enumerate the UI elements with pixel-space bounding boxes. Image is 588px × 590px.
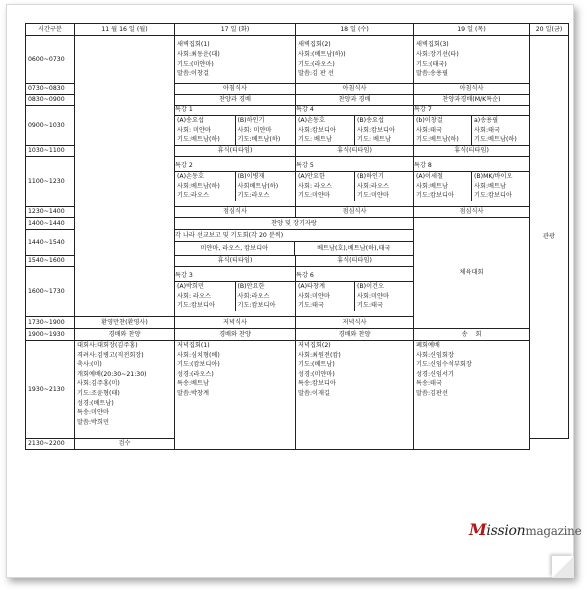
text: 사회:라오스 — [237, 292, 270, 300]
mission-group-2: 베트남(호),베트남(하),태국 — [294, 242, 413, 255]
praise-d4: 찬양과경배(M/K특순) — [414, 95, 530, 106]
mission-group-1: 미얀마, 라오스, 캄보디아 — [200, 244, 269, 252]
text: 성경:(미얀마) — [298, 370, 335, 378]
lecture-b — [235, 282, 295, 311]
text: 사회: 라오스 — [177, 292, 211, 300]
logo-magazine: magazine — [525, 524, 582, 538]
lecture-b — [472, 116, 530, 145]
text: 새벽집회(2) — [298, 41, 331, 49]
time-cell: 2130~2200 — [26, 439, 75, 450]
text: (A)손동호 — [177, 173, 204, 181]
text: 사회: 미얀마 — [237, 126, 272, 134]
lecture-title: 특강 1 — [175, 106, 295, 116]
text: 기도:(미얀마) — [177, 60, 214, 68]
text: 사회:김주홍(미) — [77, 380, 120, 388]
worship-d3: 경배와 찬양 — [296, 329, 414, 341]
dawn-d4 — [414, 36, 530, 84]
text: 사회:태국 — [416, 126, 442, 134]
lecture-2-d4 — [414, 157, 530, 207]
lecture-split — [414, 172, 529, 201]
text: 기도:미얀마 — [298, 192, 330, 200]
text: 축사:(미) — [77, 361, 102, 369]
text: 말씀:김판선 — [416, 389, 448, 397]
text: 특송:태국 — [416, 380, 442, 388]
text: 사회: 라오스 — [298, 182, 332, 190]
header-day2: 17 일 (화) — [175, 24, 296, 36]
row-evening — [26, 341, 569, 439]
text: 특송:베트남 — [177, 380, 209, 388]
lecture-a — [296, 116, 355, 145]
lecture-split — [296, 116, 413, 145]
lecture-b — [355, 116, 414, 145]
text: 성경:(베트남) — [77, 399, 114, 407]
text: 기도:베트남(하) — [237, 136, 281, 144]
talent-show: 찬양 및 장기자랑 — [175, 218, 414, 230]
text: 특송:캄보디아 — [298, 380, 336, 388]
text: 사회:신임회장 — [416, 351, 454, 359]
text: (B)이건오 — [357, 283, 385, 291]
dinner-d1: 환영만찬(환영사) — [75, 317, 175, 329]
time-cell: 0600~0730 — [26, 36, 75, 84]
text: 기도:(베트남) — [298, 361, 335, 369]
time-cell: 0730~0830 — [26, 84, 75, 95]
evening-d4 — [414, 341, 530, 450]
dawn-d3 — [296, 36, 414, 84]
lecture-a — [414, 172, 472, 201]
text: 말씀:이재길 — [298, 389, 330, 397]
lecture-a — [175, 172, 235, 201]
header-day1: 11 월 16 일 (월) — [75, 24, 175, 36]
text: 말씀:박창계 — [177, 389, 209, 397]
text: (B)하인기 — [237, 117, 265, 125]
breakfast-d2: 아침식사 — [175, 84, 296, 95]
lecture-1-d2 — [175, 106, 296, 146]
lecture-a — [296, 172, 355, 201]
lecture-b — [355, 172, 414, 201]
lecture-b — [235, 172, 295, 201]
day1-blank — [75, 36, 175, 317]
mission-magazine-logo — [469, 520, 581, 539]
mission-report — [175, 230, 414, 256]
time-cell: 1030~1100 — [26, 146, 75, 157]
lecture-title: 특강 7 — [414, 106, 529, 116]
text: 말씀:김 판 선 — [298, 70, 334, 78]
breakfast-d4: 아침식사 — [414, 84, 530, 95]
dawn-d2 — [175, 36, 296, 84]
time-cell: 0830~0900 — [26, 95, 75, 106]
text: 사회: 미얀마 — [177, 126, 211, 134]
time-cell: 0900~1030 — [26, 106, 75, 146]
text: (b)이창걸 — [416, 117, 443, 125]
text: 사회:베트남(하) — [177, 182, 220, 190]
time-cell: 1440~1540 — [26, 230, 75, 256]
mission-report-split — [175, 242, 413, 255]
lecture-3-d2 — [175, 267, 296, 317]
text: 폐회예배 — [416, 342, 440, 349]
text: a)송용필 — [474, 117, 499, 125]
text: 기도:(라오스) — [298, 60, 335, 68]
lecture-b — [472, 172, 530, 201]
lecture-b — [235, 116, 295, 145]
header-day5: 20 일(금) — [530, 24, 569, 36]
text: (A)손동호 — [298, 117, 325, 125]
time-cell: 1100~1230 — [26, 157, 75, 207]
text: 기도:베트남(하) — [474, 136, 517, 144]
time-cell: 1730~1900 — [26, 317, 75, 329]
lecture-title: 특강 8 — [414, 162, 529, 172]
lecture-b — [355, 282, 414, 311]
text: 기도: 베트남 — [298, 136, 332, 144]
text: (B)MK/바이오 — [474, 173, 513, 181]
text: (A)타창계 — [298, 283, 325, 291]
lunch-d3: 점심식사 — [296, 207, 414, 218]
text: 대회사:대회장(김주홍) — [77, 342, 138, 349]
dinner-d3: 저녁식사 — [296, 317, 414, 329]
text: 기도:라오스 — [177, 192, 209, 200]
lecture-1-d3 — [296, 106, 414, 146]
text: (B)하인기 — [357, 173, 385, 181]
rest-d3: 휴식(티타임) — [296, 256, 414, 267]
closing-a: 송 — [461, 330, 468, 338]
header-day4: 19 일 (목) — [414, 24, 530, 36]
text: 기도:조윤형(태) — [77, 389, 120, 397]
text: 기도:(캄보디아) — [177, 361, 220, 369]
lecture-split — [296, 282, 413, 311]
evening-d3 — [296, 341, 414, 450]
text: 기도:베트남(하) — [177, 136, 220, 144]
lecture-3-d3 — [296, 267, 414, 317]
text: 사회:최동운(대) — [177, 50, 220, 58]
text: 사회:미얀마 — [357, 292, 389, 300]
text: 특송:미얀마 — [77, 409, 109, 417]
rest-d3: 휴식(티타임) — [296, 146, 414, 157]
lecture-a — [296, 282, 355, 311]
text: 사회:(베트남(하)) — [298, 50, 346, 58]
worship-d1: 경배와 찬양 — [75, 329, 175, 341]
text: 사회:캄보디아 — [298, 126, 336, 134]
lecture-split — [296, 172, 413, 201]
lecture-title: 특강 6 — [296, 272, 413, 282]
praise-d3: 찬양과 경배 — [296, 95, 414, 106]
closing-b: 회 — [475, 330, 482, 338]
rest-d2: 휴식(티타임) — [175, 256, 296, 267]
lecture-split — [175, 172, 295, 201]
text: 사회:라오스 — [357, 182, 389, 190]
dinner-d2: 저녁식사 — [175, 317, 296, 329]
text: 사회베트남(하) — [237, 182, 279, 190]
text: 새벽집회(3) — [416, 41, 449, 49]
text: 말씀:이창걸 — [177, 70, 209, 78]
final-d1: 검수 — [75, 439, 175, 450]
day5-tour: 관광 — [530, 36, 569, 439]
text: (A)박희민 — [177, 283, 204, 291]
text: (A)이세철 — [416, 173, 443, 181]
time-cell: 1900~1930 — [26, 329, 75, 341]
logo-mission: ission — [486, 523, 526, 539]
text: (A)송요섭 — [177, 117, 204, 125]
text: 사회:미얀마 — [298, 292, 330, 300]
text: 저녁집회(1) — [177, 342, 210, 349]
lecture-title: 특강 4 — [296, 106, 413, 116]
lecture-2-d3 — [296, 157, 414, 207]
text: 기도:캄보디아 — [474, 192, 512, 200]
evening-d2 — [175, 341, 296, 450]
breakfast-d3: 아침식사 — [296, 84, 414, 95]
text: 사회:캄보디아 — [357, 126, 395, 134]
row-worship — [26, 329, 569, 341]
time-cell: 1930~2130 — [26, 341, 75, 439]
text: 기도:태국 — [357, 302, 383, 310]
text: 성경:(라오스) — [177, 370, 214, 378]
text: (B)송요섭 — [357, 117, 385, 125]
rest-d2: 휴식(티타임) — [175, 146, 296, 157]
text: 기도:베트남(하) — [416, 136, 459, 144]
row-dawn — [26, 36, 569, 84]
lecture-1-d4 — [414, 106, 530, 146]
lunch-d2: 점심식사 — [175, 207, 296, 218]
time-cell: 1600~1730 — [26, 267, 75, 317]
text: 사회:베트남 — [416, 182, 448, 190]
text: (B)안요한 — [237, 283, 265, 291]
evening-d1 — [75, 341, 175, 439]
text: 기도:라오스 — [237, 192, 270, 200]
text: 기도:캄보디아 — [416, 192, 454, 200]
lecture-title: 특강 5 — [296, 162, 413, 172]
text: 기도:미얀마 — [357, 192, 389, 200]
text: 사회:베트남 — [474, 182, 506, 190]
text: 사회:태국 — [474, 126, 500, 134]
lecture-a — [414, 116, 472, 145]
text: (B)이병재 — [237, 173, 265, 181]
praise-d2: 찬양과 경배 — [175, 95, 296, 106]
time-cell: 1400~1440 — [26, 218, 75, 230]
text: 기도:캄보디아 — [177, 302, 215, 310]
text: 새벽집회(1) — [177, 41, 210, 49]
lunch-d4: 점심식사 — [414, 207, 530, 218]
lecture-split — [175, 116, 295, 145]
lecture-a — [175, 282, 235, 311]
text: 말씀:박희민 — [77, 418, 109, 426]
text: 기도: 베트남 — [357, 136, 391, 144]
text: 저녁집회(2) — [298, 342, 331, 349]
lecture-title: 특강 3 — [175, 272, 295, 282]
lecture-split — [175, 282, 295, 311]
header-time: 시간구분 — [26, 24, 75, 36]
worship-d4 — [414, 329, 530, 341]
text: 사회:장기선(타) — [416, 50, 459, 58]
text: 기도:태국 — [298, 302, 324, 310]
time-cell: 1230~1400 — [26, 207, 75, 218]
text: 사회:심치형(베) — [177, 351, 220, 359]
lecture-2-d2 — [175, 157, 296, 207]
header-row — [26, 24, 569, 36]
text: (A)안요한 — [298, 173, 325, 181]
text: 개회예배(20:30~21:30) — [77, 370, 147, 378]
time-cell: 1540~1600 — [26, 256, 75, 267]
header-day3: 18 일 (수) — [296, 24, 414, 36]
lecture-split — [414, 116, 529, 145]
mission-report-title: 각 나라 선교보고 및 기도회(각 20 분씩) — [175, 230, 413, 242]
lecture-title: 특강 2 — [175, 162, 295, 172]
logo-m: M — [469, 520, 487, 539]
worship-d2: 경배와 찬양 — [175, 329, 296, 341]
schedule-table — [25, 23, 569, 450]
text: 기도:캄보디아 — [237, 302, 276, 310]
text: 사회:최원전(캄) — [298, 351, 341, 359]
text: 말씀:송용필 — [416, 70, 448, 78]
lecture-a — [175, 116, 235, 145]
sports-day: 체육대회 — [414, 218, 530, 329]
rest-d4: 휴식(티타임) — [414, 146, 530, 157]
document-paper — [6, 4, 582, 578]
text: 격려사:김병고(직전회장) — [77, 351, 144, 359]
text: 기도:(태국) — [416, 60, 447, 68]
text: 기도:신임수석부회장 — [416, 361, 472, 369]
text: 성경:신임서기 — [416, 370, 454, 378]
